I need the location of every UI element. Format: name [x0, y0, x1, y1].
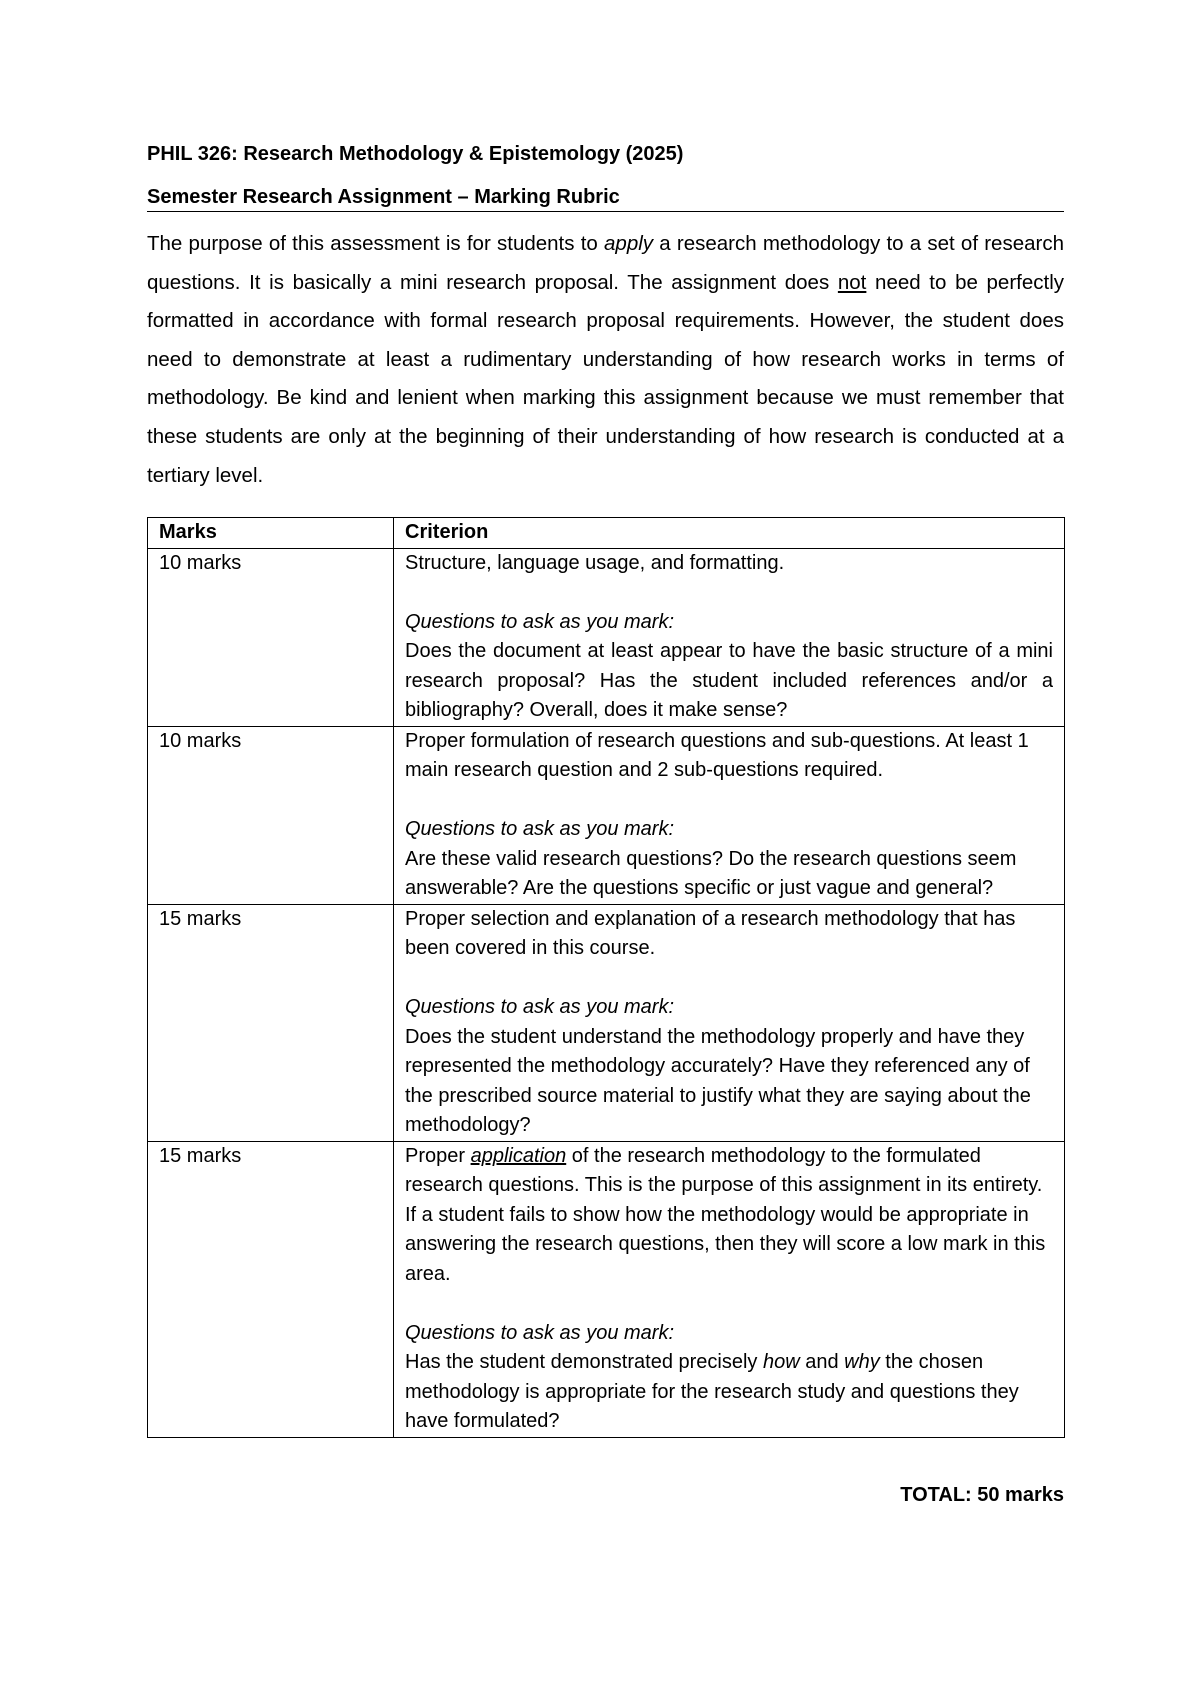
row-criterion: [394, 548, 1065, 726]
criterion-text: Proper selection and explanation of a research methodology that has been covered in this course.: [405, 907, 1016, 960]
intro-text-1: The purpose of this assessment is for students to: [147, 232, 605, 255]
marking-rubric-table: [147, 517, 1065, 1438]
questions-text: [405, 1348, 1053, 1437]
questions-label: Questions to ask as you mark:: [405, 1321, 675, 1344]
table-header-row: [148, 518, 1065, 549]
questions-text: Does the student understand the methodology properly and have they represented the methodology accurately? Have they referenced any of the prescribed source material to justify what they are saying about the methodology?: [405, 1025, 1031, 1137]
row-marks: 10 marks: [148, 726, 394, 904]
criterion-text: [405, 1142, 1053, 1290]
questions-text-post: the chosen methodology is appropriate for the research study and questions they have formulated?: [405, 1351, 1019, 1433]
intro-underline-not: not: [837, 270, 867, 294]
criterion-text: Structure, language usage, and formatting.: [405, 551, 785, 574]
questions-label: Questions to ask as you mark:: [405, 818, 675, 841]
total-marks: TOTAL: 50 marks: [900, 1483, 1064, 1506]
criterion-text: Proper formulation of research questions and sub-questions. At least 1 main research question and 2 sub-questions required.: [405, 729, 1029, 782]
questions-text: Does the document at least appear to have the basic structure of a mini research proposal? Has the student included references and/or a bibliography? Overall, does it make sense?: [405, 640, 1053, 722]
questions-text-pre: Has the student demonstrated precisely: [405, 1351, 763, 1374]
header-marks: Marks: [148, 518, 394, 549]
questions-text-and: and: [799, 1351, 845, 1374]
document-title: PHIL 326: Research Methodology & Epistemology (2025): [147, 143, 684, 165]
questions-emph-how: how: [762, 1351, 800, 1374]
document-page: [147, 142, 1065, 1506]
intro-paragraph: [147, 225, 1064, 495]
intro-text-2: a research methodology to a set of research questions. It is basically a mini research proposal. The assignment does: [147, 232, 1064, 294]
row-marks: 10 marks: [148, 548, 394, 726]
table-row: [148, 548, 1065, 726]
row-criterion: [394, 904, 1065, 1141]
criterion-emph-application: application: [470, 1144, 567, 1167]
header-criterion: Criterion: [394, 518, 1065, 549]
intro-text-3: need to be perfectly formatted in accordance with formal research proposal requirements. However, the student does need to demonstrate at least a rudimentary understanding of how research works in terms of methodology. Be kind and lenient when marking this assignment because we must remember that these students are only at the beginning of their understanding of how research is conducted at a tertiary level.: [147, 270, 1065, 487]
row-marks: 15 marks: [148, 1141, 394, 1437]
criterion-text-post: of the research methodology to the formulated research questions. This is the purpose of this assignment in its entirety. If a student fails to show how the methodology would be appropriate in answering the research questions, then they will score a low mark in this area.: [405, 1144, 1046, 1285]
criterion-text-pre: Proper: [405, 1144, 471, 1167]
questions-emph-why: why: [844, 1351, 880, 1374]
questions-text: Are these valid research questions? Do the research questions seem answerable? Are the questions specific or just vague and general?: [405, 847, 1017, 900]
intro-emph-apply: apply: [604, 232, 654, 255]
table-row: [148, 726, 1065, 904]
document-subtitle: Semester Research Assignment – Marking Rubric: [147, 185, 1064, 212]
table-row: [148, 904, 1065, 1141]
row-criterion: [394, 726, 1065, 904]
row-criterion: [394, 1141, 1065, 1437]
table-row: [148, 1141, 1065, 1437]
questions-label: Questions to ask as you mark:: [405, 610, 675, 633]
row-marks: 15 marks: [148, 904, 394, 1141]
questions-label: Questions to ask as you mark:: [405, 996, 675, 1019]
